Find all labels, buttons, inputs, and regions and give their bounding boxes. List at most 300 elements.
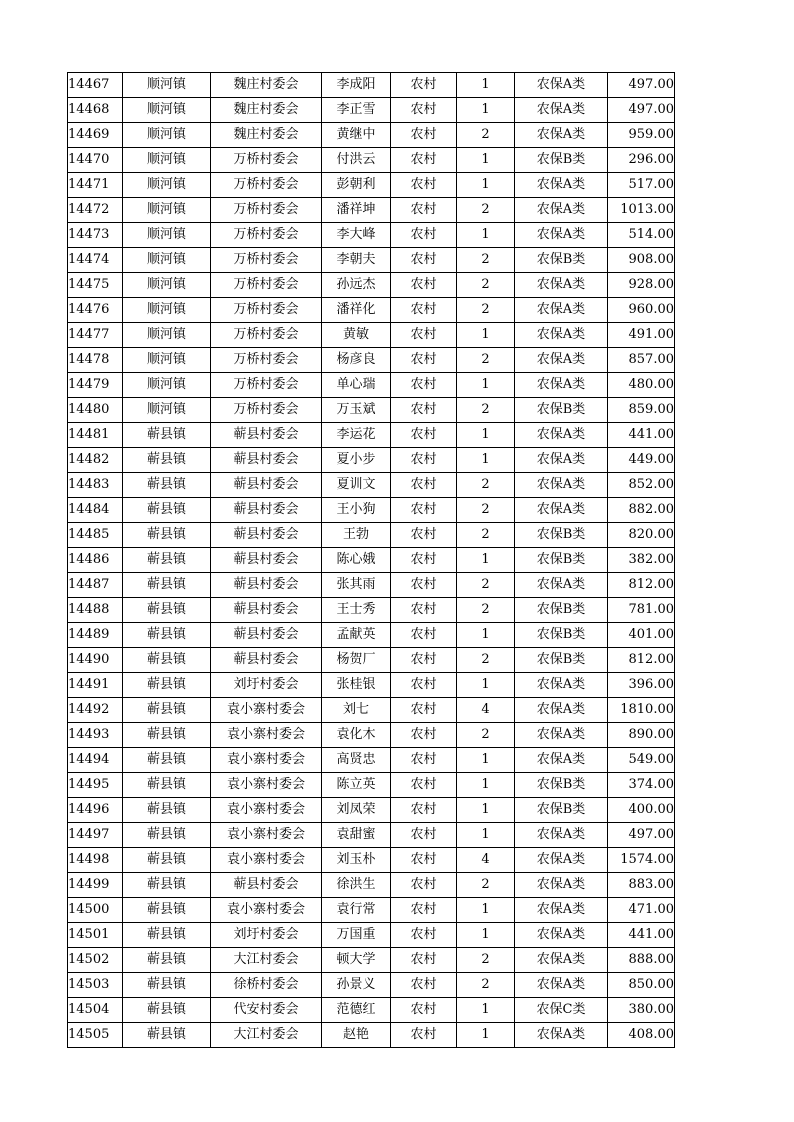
cell-town: 顺河镇 bbox=[123, 248, 211, 273]
table-row bbox=[68, 273, 675, 298]
table-row bbox=[68, 298, 675, 323]
table-row bbox=[68, 973, 675, 998]
cell-name: 万玉斌 bbox=[322, 398, 391, 423]
cell-amount: 859.00 bbox=[608, 398, 675, 423]
cell-name: 赵艳 bbox=[322, 1023, 391, 1048]
cell-count: 1 bbox=[457, 673, 515, 698]
cell-area: 农村 bbox=[391, 598, 457, 623]
cell-name: 陈立英 bbox=[322, 773, 391, 798]
cell-committee: 刘圩村委会 bbox=[211, 923, 322, 948]
cell-committee: 代安村委会 bbox=[211, 998, 322, 1023]
cell-category: 农保B类 bbox=[515, 648, 608, 673]
cell-category: 农保A类 bbox=[515, 473, 608, 498]
cell-committee: 蕲县村委会 bbox=[211, 873, 322, 898]
cell-area: 农村 bbox=[391, 673, 457, 698]
cell-committee: 蕲县村委会 bbox=[211, 548, 322, 573]
cell-name: 杨彦良 bbox=[322, 348, 391, 373]
cell-category: 农保B类 bbox=[515, 148, 608, 173]
table-row bbox=[68, 698, 675, 723]
table-row bbox=[68, 98, 675, 123]
cell-category: 农保A类 bbox=[515, 198, 608, 223]
cell-committee: 魏庄村委会 bbox=[211, 73, 322, 98]
cell-category: 农保A类 bbox=[515, 573, 608, 598]
cell-committee: 徐桥村委会 bbox=[211, 973, 322, 998]
cell-town: 顺河镇 bbox=[123, 123, 211, 148]
cell-town: 顺河镇 bbox=[123, 373, 211, 398]
cell-name: 杨贺厂 bbox=[322, 648, 391, 673]
cell-area: 农村 bbox=[391, 873, 457, 898]
cell-name: 付洪云 bbox=[322, 148, 391, 173]
cell-count: 2 bbox=[457, 123, 515, 148]
cell-count: 2 bbox=[457, 573, 515, 598]
cell-committee: 蕲县村委会 bbox=[211, 623, 322, 648]
cell-committee: 袁小寨村委会 bbox=[211, 823, 322, 848]
cell-count: 1 bbox=[457, 323, 515, 348]
cell-name: 徐洪生 bbox=[322, 873, 391, 898]
cell-name: 刘七 bbox=[322, 698, 391, 723]
table-row bbox=[68, 773, 675, 798]
cell-count: 2 bbox=[457, 873, 515, 898]
table-row bbox=[68, 748, 675, 773]
cell-count: 1 bbox=[457, 923, 515, 948]
cell-committee: 袁小寨村委会 bbox=[211, 773, 322, 798]
cell-id: 14493 bbox=[68, 723, 123, 748]
cell-amount: 401.00 bbox=[608, 623, 675, 648]
cell-area: 农村 bbox=[391, 723, 457, 748]
cell-count: 2 bbox=[457, 298, 515, 323]
cell-count: 1 bbox=[457, 148, 515, 173]
cell-town: 蕲县镇 bbox=[123, 598, 211, 623]
table-row bbox=[68, 723, 675, 748]
cell-committee: 万桥村委会 bbox=[211, 348, 322, 373]
cell-area: 农村 bbox=[391, 923, 457, 948]
cell-category: 农保B类 bbox=[515, 398, 608, 423]
cell-area: 农村 bbox=[391, 973, 457, 998]
cell-name: 张桂银 bbox=[322, 673, 391, 698]
cell-town: 蕲县镇 bbox=[123, 948, 211, 973]
table-row bbox=[68, 648, 675, 673]
cell-amount: 857.00 bbox=[608, 348, 675, 373]
cell-amount: 471.00 bbox=[608, 898, 675, 923]
cell-name: 高贤忠 bbox=[322, 748, 391, 773]
table-row bbox=[68, 473, 675, 498]
cell-category: 农保A类 bbox=[515, 323, 608, 348]
cell-town: 蕲县镇 bbox=[123, 623, 211, 648]
cell-area: 农村 bbox=[391, 148, 457, 173]
cell-name: 李正雪 bbox=[322, 98, 391, 123]
cell-committee: 万桥村委会 bbox=[211, 223, 322, 248]
cell-count: 1 bbox=[457, 1023, 515, 1048]
cell-id: 14467 bbox=[68, 73, 123, 98]
cell-amount: 517.00 bbox=[608, 173, 675, 198]
cell-name: 王勃 bbox=[322, 523, 391, 548]
cell-name: 顿大学 bbox=[322, 948, 391, 973]
cell-committee: 袁小寨村委会 bbox=[211, 723, 322, 748]
cell-area: 农村 bbox=[391, 623, 457, 648]
cell-count: 2 bbox=[457, 273, 515, 298]
cell-count: 2 bbox=[457, 248, 515, 273]
cell-area: 农村 bbox=[391, 948, 457, 973]
cell-name: 袁行常 bbox=[322, 898, 391, 923]
cell-category: 农保A类 bbox=[515, 173, 608, 198]
cell-amount: 408.00 bbox=[608, 1023, 675, 1048]
cell-category: 农保B类 bbox=[515, 598, 608, 623]
cell-id: 14494 bbox=[68, 748, 123, 773]
cell-category: 农保A类 bbox=[515, 348, 608, 373]
cell-id: 14505 bbox=[68, 1023, 123, 1048]
cell-area: 农村 bbox=[391, 648, 457, 673]
cell-name: 刘玉朴 bbox=[322, 848, 391, 873]
table-row bbox=[68, 923, 675, 948]
cell-town: 蕲县镇 bbox=[123, 973, 211, 998]
cell-amount: 890.00 bbox=[608, 723, 675, 748]
table-row bbox=[68, 73, 675, 98]
cell-id: 14478 bbox=[68, 348, 123, 373]
cell-category: 农保A类 bbox=[515, 873, 608, 898]
cell-area: 农村 bbox=[391, 173, 457, 198]
cell-amount: 959.00 bbox=[608, 123, 675, 148]
cell-town: 顺河镇 bbox=[123, 398, 211, 423]
cell-town: 蕲县镇 bbox=[123, 823, 211, 848]
cell-area: 农村 bbox=[391, 473, 457, 498]
cell-category: 农保A类 bbox=[515, 273, 608, 298]
cell-category: 农保A类 bbox=[515, 223, 608, 248]
cell-area: 农村 bbox=[391, 848, 457, 873]
cell-id: 14475 bbox=[68, 273, 123, 298]
cell-id: 14492 bbox=[68, 698, 123, 723]
cell-id: 14488 bbox=[68, 598, 123, 623]
cell-town: 蕲县镇 bbox=[123, 673, 211, 698]
cell-category: 农保A类 bbox=[515, 1023, 608, 1048]
cell-area: 农村 bbox=[391, 248, 457, 273]
cell-town: 蕲县镇 bbox=[123, 473, 211, 498]
cell-committee: 刘圩村委会 bbox=[211, 673, 322, 698]
cell-id: 14500 bbox=[68, 898, 123, 923]
cell-name: 孙景义 bbox=[322, 973, 391, 998]
cell-town: 顺河镇 bbox=[123, 73, 211, 98]
cell-committee: 万桥村委会 bbox=[211, 273, 322, 298]
cell-amount: 441.00 bbox=[608, 423, 675, 448]
cell-id: 14474 bbox=[68, 248, 123, 273]
cell-amount: 549.00 bbox=[608, 748, 675, 773]
cell-town: 蕲县镇 bbox=[123, 548, 211, 573]
cell-category: 农保A类 bbox=[515, 423, 608, 448]
cell-count: 2 bbox=[457, 973, 515, 998]
cell-committee: 蕲县村委会 bbox=[211, 598, 322, 623]
table-row bbox=[68, 823, 675, 848]
table-row bbox=[68, 423, 675, 448]
cell-category: 农保A类 bbox=[515, 973, 608, 998]
cell-town: 顺河镇 bbox=[123, 223, 211, 248]
cell-committee: 万桥村委会 bbox=[211, 298, 322, 323]
cell-area: 农村 bbox=[391, 898, 457, 923]
cell-count: 1 bbox=[457, 748, 515, 773]
cell-name: 李成阳 bbox=[322, 73, 391, 98]
cell-category: 农保A类 bbox=[515, 823, 608, 848]
cell-amount: 908.00 bbox=[608, 248, 675, 273]
table-row bbox=[68, 573, 675, 598]
cell-committee: 蕲县村委会 bbox=[211, 573, 322, 598]
cell-town: 蕲县镇 bbox=[123, 798, 211, 823]
table-row bbox=[68, 498, 675, 523]
cell-town: 蕲县镇 bbox=[123, 573, 211, 598]
cell-amount: 820.00 bbox=[608, 523, 675, 548]
table-row bbox=[68, 998, 675, 1023]
cell-id: 14503 bbox=[68, 973, 123, 998]
cell-amount: 382.00 bbox=[608, 548, 675, 573]
cell-category: 农保A类 bbox=[515, 73, 608, 98]
cell-committee: 万桥村委会 bbox=[211, 248, 322, 273]
cell-name: 黄敏 bbox=[322, 323, 391, 348]
cell-amount: 1574.00 bbox=[608, 848, 675, 873]
cell-town: 蕲县镇 bbox=[123, 898, 211, 923]
cell-amount: 449.00 bbox=[608, 448, 675, 473]
cell-committee: 袁小寨村委会 bbox=[211, 898, 322, 923]
cell-committee: 蕲县村委会 bbox=[211, 498, 322, 523]
cell-town: 顺河镇 bbox=[123, 98, 211, 123]
cell-amount: 812.00 bbox=[608, 648, 675, 673]
table-row bbox=[68, 123, 675, 148]
cell-category: 农保A类 bbox=[515, 923, 608, 948]
cell-category: 农保A类 bbox=[515, 698, 608, 723]
cell-count: 1 bbox=[457, 773, 515, 798]
cell-name: 黄继中 bbox=[322, 123, 391, 148]
cell-id: 14468 bbox=[68, 98, 123, 123]
cell-category: 农保B类 bbox=[515, 773, 608, 798]
table-row bbox=[68, 173, 675, 198]
cell-id: 14502 bbox=[68, 948, 123, 973]
cell-id: 14469 bbox=[68, 123, 123, 148]
cell-amount: 380.00 bbox=[608, 998, 675, 1023]
cell-name: 袁化木 bbox=[322, 723, 391, 748]
cell-amount: 781.00 bbox=[608, 598, 675, 623]
cell-count: 4 bbox=[457, 848, 515, 873]
cell-committee: 蕲县村委会 bbox=[211, 473, 322, 498]
cell-count: 1 bbox=[457, 998, 515, 1023]
cell-count: 1 bbox=[457, 623, 515, 648]
cell-name: 夏训文 bbox=[322, 473, 391, 498]
table-row bbox=[68, 623, 675, 648]
cell-town: 顺河镇 bbox=[123, 323, 211, 348]
table-row bbox=[68, 548, 675, 573]
cell-name: 陈心娥 bbox=[322, 548, 391, 573]
cell-id: 14470 bbox=[68, 148, 123, 173]
cell-amount: 497.00 bbox=[608, 73, 675, 98]
table-body bbox=[68, 73, 675, 1048]
cell-name: 范德红 bbox=[322, 998, 391, 1023]
table-row bbox=[68, 598, 675, 623]
cell-id: 14498 bbox=[68, 848, 123, 873]
cell-area: 农村 bbox=[391, 398, 457, 423]
cell-town: 蕲县镇 bbox=[123, 523, 211, 548]
cell-category: 农保A类 bbox=[515, 723, 608, 748]
cell-category: 农保A类 bbox=[515, 748, 608, 773]
cell-count: 1 bbox=[457, 823, 515, 848]
cell-committee: 袁小寨村委会 bbox=[211, 848, 322, 873]
cell-count: 1 bbox=[457, 548, 515, 573]
cell-id: 14487 bbox=[68, 573, 123, 598]
cell-committee: 万桥村委会 bbox=[211, 148, 322, 173]
cell-category: 农保A类 bbox=[515, 673, 608, 698]
cell-amount: 441.00 bbox=[608, 923, 675, 948]
cell-name: 潘祥坤 bbox=[322, 198, 391, 223]
cell-area: 农村 bbox=[391, 123, 457, 148]
cell-name: 袁甜蜜 bbox=[322, 823, 391, 848]
cell-id: 14477 bbox=[68, 323, 123, 348]
cell-committee: 万桥村委会 bbox=[211, 373, 322, 398]
cell-id: 14501 bbox=[68, 923, 123, 948]
cell-town: 蕲县镇 bbox=[123, 723, 211, 748]
cell-area: 农村 bbox=[391, 373, 457, 398]
table-row bbox=[68, 848, 675, 873]
cell-area: 农村 bbox=[391, 548, 457, 573]
cell-category: 农保A类 bbox=[515, 373, 608, 398]
cell-name: 孟献英 bbox=[322, 623, 391, 648]
cell-committee: 万桥村委会 bbox=[211, 198, 322, 223]
cell-area: 农村 bbox=[391, 73, 457, 98]
cell-amount: 497.00 bbox=[608, 823, 675, 848]
cell-amount: 1013.00 bbox=[608, 198, 675, 223]
cell-committee: 大江村委会 bbox=[211, 948, 322, 973]
cell-area: 农村 bbox=[391, 198, 457, 223]
cell-count: 2 bbox=[457, 473, 515, 498]
cell-committee: 蕲县村委会 bbox=[211, 523, 322, 548]
cell-amount: 928.00 bbox=[608, 273, 675, 298]
cell-amount: 812.00 bbox=[608, 573, 675, 598]
cell-id: 14479 bbox=[68, 373, 123, 398]
cell-town: 蕲县镇 bbox=[123, 873, 211, 898]
cell-name: 王士秀 bbox=[322, 598, 391, 623]
cell-town: 蕲县镇 bbox=[123, 423, 211, 448]
table-row bbox=[68, 223, 675, 248]
cell-count: 2 bbox=[457, 348, 515, 373]
cell-id: 14497 bbox=[68, 823, 123, 848]
cell-count: 2 bbox=[457, 198, 515, 223]
cell-amount: 1810.00 bbox=[608, 698, 675, 723]
cell-committee: 万桥村委会 bbox=[211, 173, 322, 198]
cell-amount: 296.00 bbox=[608, 148, 675, 173]
cell-area: 农村 bbox=[391, 573, 457, 598]
cell-name: 李朝夫 bbox=[322, 248, 391, 273]
cell-area: 农村 bbox=[391, 823, 457, 848]
cell-name: 孙远杰 bbox=[322, 273, 391, 298]
cell-category: 农保A类 bbox=[515, 448, 608, 473]
cell-amount: 400.00 bbox=[608, 798, 675, 823]
cell-town: 蕲县镇 bbox=[123, 998, 211, 1023]
cell-id: 14495 bbox=[68, 773, 123, 798]
table-row bbox=[68, 148, 675, 173]
cell-committee: 袁小寨村委会 bbox=[211, 798, 322, 823]
cell-category: 农保B类 bbox=[515, 623, 608, 648]
cell-count: 1 bbox=[457, 98, 515, 123]
cell-name: 李运花 bbox=[322, 423, 391, 448]
cell-area: 农村 bbox=[391, 498, 457, 523]
cell-area: 农村 bbox=[391, 748, 457, 773]
cell-category: 农保A类 bbox=[515, 298, 608, 323]
cell-town: 蕲县镇 bbox=[123, 923, 211, 948]
cell-amount: 882.00 bbox=[608, 498, 675, 523]
cell-name: 单心瑞 bbox=[322, 373, 391, 398]
cell-id: 14490 bbox=[68, 648, 123, 673]
cell-amount: 497.00 bbox=[608, 98, 675, 123]
cell-name: 刘凤荣 bbox=[322, 798, 391, 823]
cell-town: 蕲县镇 bbox=[123, 848, 211, 873]
cell-area: 农村 bbox=[391, 323, 457, 348]
cell-count: 2 bbox=[457, 523, 515, 548]
cell-id: 14480 bbox=[68, 398, 123, 423]
cell-town: 蕲县镇 bbox=[123, 748, 211, 773]
cell-id: 14491 bbox=[68, 673, 123, 698]
cell-name: 张其雨 bbox=[322, 573, 391, 598]
cell-count: 1 bbox=[457, 373, 515, 398]
cell-committee: 魏庄村委会 bbox=[211, 98, 322, 123]
cell-id: 14482 bbox=[68, 448, 123, 473]
table-row bbox=[68, 873, 675, 898]
cell-amount: 480.00 bbox=[608, 373, 675, 398]
cell-id: 14471 bbox=[68, 173, 123, 198]
cell-town: 蕲县镇 bbox=[123, 1023, 211, 1048]
cell-town: 顺河镇 bbox=[123, 348, 211, 373]
table-row bbox=[68, 348, 675, 373]
cell-category: 农保A类 bbox=[515, 848, 608, 873]
cell-count: 2 bbox=[457, 648, 515, 673]
cell-amount: 883.00 bbox=[608, 873, 675, 898]
cell-name: 王小狗 bbox=[322, 498, 391, 523]
cell-count: 1 bbox=[457, 448, 515, 473]
table-row bbox=[68, 198, 675, 223]
table-row bbox=[68, 1023, 675, 1048]
cell-category: 农保A类 bbox=[515, 98, 608, 123]
cell-category: 农保B类 bbox=[515, 523, 608, 548]
table-row bbox=[68, 373, 675, 398]
cell-committee: 袁小寨村委会 bbox=[211, 698, 322, 723]
table-row bbox=[68, 523, 675, 548]
cell-id: 14504 bbox=[68, 998, 123, 1023]
table-row bbox=[68, 248, 675, 273]
cell-town: 蕲县镇 bbox=[123, 648, 211, 673]
cell-committee: 万桥村委会 bbox=[211, 323, 322, 348]
table-row bbox=[68, 898, 675, 923]
cell-town: 蕲县镇 bbox=[123, 698, 211, 723]
cell-committee: 蕲县村委会 bbox=[211, 648, 322, 673]
cell-committee: 蕲县村委会 bbox=[211, 448, 322, 473]
table-row bbox=[68, 398, 675, 423]
cell-town: 蕲县镇 bbox=[123, 773, 211, 798]
cell-amount: 396.00 bbox=[608, 673, 675, 698]
cell-amount: 960.00 bbox=[608, 298, 675, 323]
cell-committee: 大江村委会 bbox=[211, 1023, 322, 1048]
cell-area: 农村 bbox=[391, 798, 457, 823]
cell-area: 农村 bbox=[391, 423, 457, 448]
table-row bbox=[68, 448, 675, 473]
cell-area: 农村 bbox=[391, 773, 457, 798]
table-row bbox=[68, 798, 675, 823]
cell-committee: 袁小寨村委会 bbox=[211, 748, 322, 773]
cell-category: 农保B类 bbox=[515, 548, 608, 573]
cell-count: 2 bbox=[457, 723, 515, 748]
cell-name: 夏小步 bbox=[322, 448, 391, 473]
cell-area: 农村 bbox=[391, 523, 457, 548]
cell-area: 农村 bbox=[391, 273, 457, 298]
cell-id: 14484 bbox=[68, 498, 123, 523]
cell-id: 14476 bbox=[68, 298, 123, 323]
cell-id: 14499 bbox=[68, 873, 123, 898]
cell-area: 农村 bbox=[391, 998, 457, 1023]
cell-count: 1 bbox=[457, 798, 515, 823]
cell-area: 农村 bbox=[391, 1023, 457, 1048]
cell-town: 顺河镇 bbox=[123, 273, 211, 298]
cell-count: 1 bbox=[457, 173, 515, 198]
